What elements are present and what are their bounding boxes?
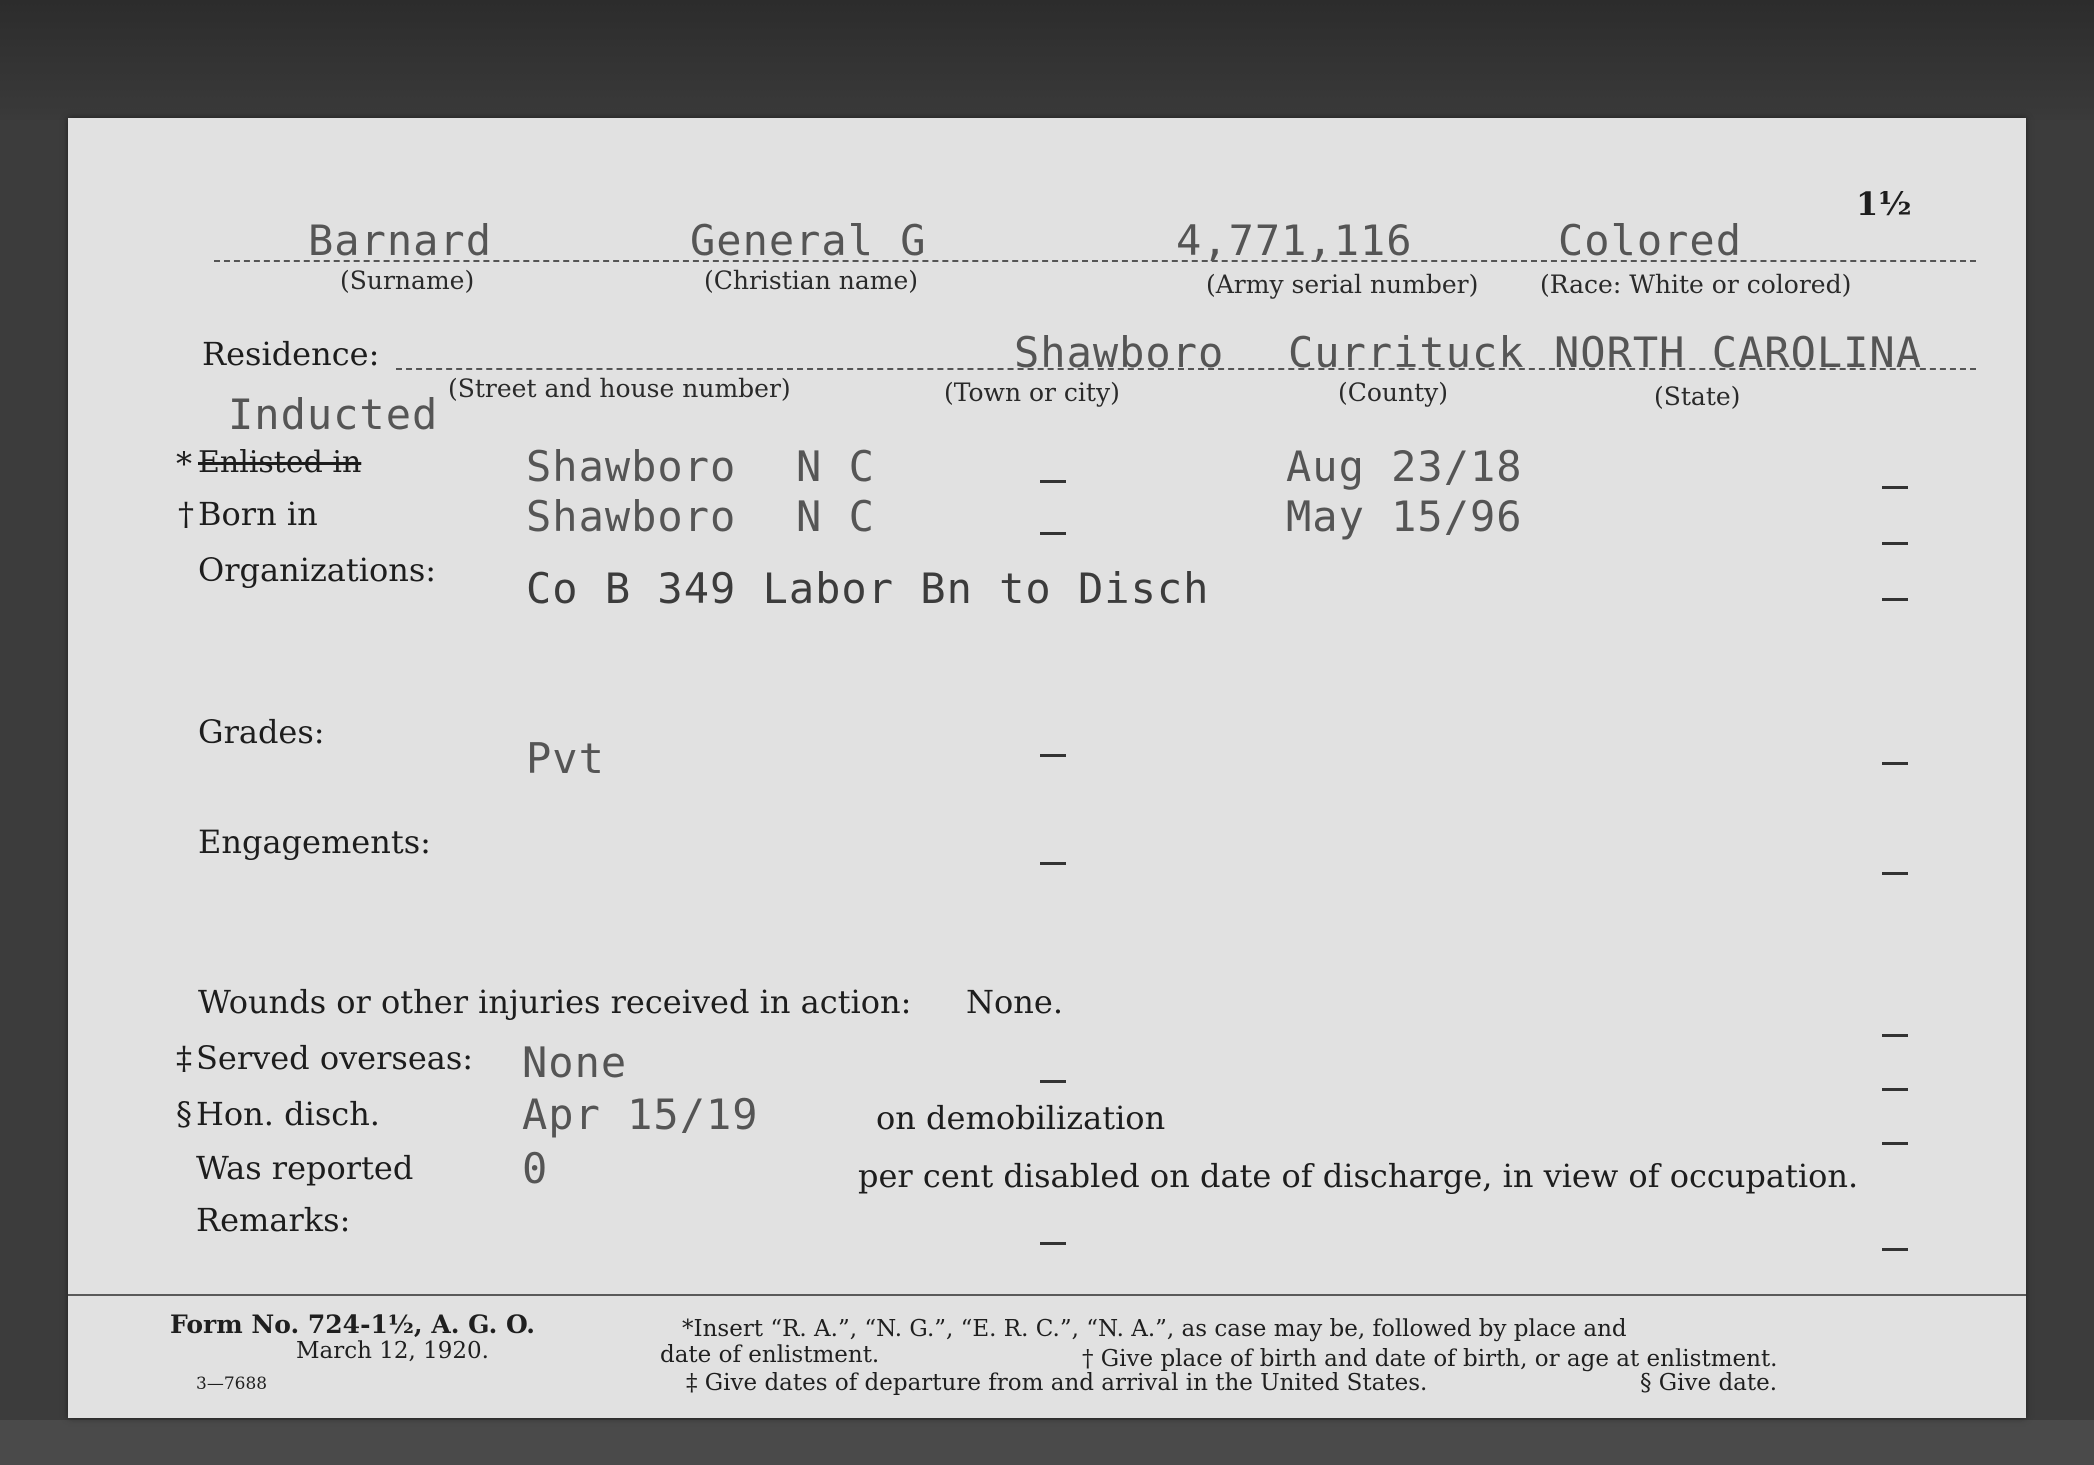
overseas-label: Served overseas: (196, 1039, 474, 1077)
reported-text: per cent disabled on date of discharge, in view of occupation. (858, 1157, 1859, 1195)
town-caption: (Town or city) (944, 378, 1120, 407)
service-record-card (68, 118, 2026, 1418)
county-caption: (County) (1338, 378, 1449, 407)
grades-dash-2 (1882, 762, 1908, 765)
born-state-value: N C (796, 492, 875, 541)
residence-county-value: Currituck (1288, 328, 1525, 377)
wounds-dash (1882, 1034, 1908, 1037)
scan-background-top (0, 0, 2094, 120)
organizations-label: Organizations: (198, 551, 437, 589)
footnote-date: § Give date. (1640, 1370, 1778, 1396)
footnote-birth: † Give place of birth and date of birth, or age at enlistment. (1082, 1346, 1778, 1372)
engagements-dash-1 (1040, 862, 1066, 865)
christian-name-value: General G (690, 216, 927, 265)
hon-disch-reason: on demobilization (876, 1099, 1166, 1137)
wounds-value: None. (966, 983, 1063, 1021)
overseas-marker: ‡ (176, 1039, 192, 1077)
race-caption: (Race: White or colored) (1540, 270, 1852, 299)
surname-caption: (Surname) (340, 266, 475, 295)
form-code: 3—7688 (196, 1374, 268, 1394)
surname-value: Barnard (308, 216, 493, 265)
inducted-typed: Inducted (228, 390, 439, 439)
footer-rule (68, 1294, 2026, 1296)
header-underline (214, 260, 1976, 262)
overseas-dash-1 (1040, 1080, 1066, 1083)
serial-number-value: 4,771,116 (1176, 216, 1413, 265)
organizations-dash (1882, 598, 1908, 601)
born-label: Born in (198, 495, 318, 533)
organizations-value: Co B 349 Labor Bn to Disch (526, 564, 1210, 613)
born-place-value: Shawboro (526, 492, 737, 541)
residence-town-value: Shawboro (1014, 328, 1225, 377)
residence-label: Residence: (202, 335, 380, 373)
overseas-value: None (522, 1038, 628, 1087)
footnote-overseas: ‡ Give dates of departure from and arrival in the United States. (686, 1370, 1428, 1396)
born-dash-1 (1040, 532, 1066, 535)
engagements-label: Engagements: (198, 823, 431, 861)
reported-label: Was reported (196, 1149, 414, 1187)
grades-value: Pvt (526, 734, 605, 783)
serial-number-caption: (Army serial number) (1206, 270, 1479, 299)
race-value: Colored (1558, 216, 1743, 265)
hon-disch-marker: § (176, 1095, 192, 1133)
footnote-insert-cont: date of enlistment. (660, 1342, 880, 1368)
state-caption: (State) (1654, 382, 1741, 411)
grades-dash-1 (1040, 754, 1066, 757)
corner-mark: 1½ (1856, 185, 1912, 223)
footnote-insert: *Insert “R. A.”, “N. G.”, “E. R. C.”, “N. A.”, as case may be, followed by place and (682, 1316, 1627, 1342)
born-date-value: May 15/96 (1286, 492, 1523, 541)
hon-disch-date-value: Apr 15/19 (522, 1090, 759, 1139)
enlisted-marker: * (176, 445, 192, 483)
christian-name-caption: (Christian name) (704, 266, 919, 295)
enlisted-date-value: Aug 23/18 (1286, 442, 1523, 491)
residence-state-value: NORTH CAROLINA (1554, 328, 1923, 377)
born-marker: † (178, 495, 194, 533)
enlisted-dash-2 (1882, 486, 1908, 489)
form-number: Form No. 724-1½, A. G. O. (170, 1310, 536, 1339)
remarks-label: Remarks: (196, 1201, 351, 1239)
engagements-dash-2 (1882, 872, 1908, 875)
grades-label: Grades: (198, 713, 325, 751)
overseas-dash-2 (1882, 1088, 1908, 1091)
born-dash-2 (1882, 542, 1908, 545)
enlisted-state-value: N C (796, 442, 875, 491)
enlisted-label: Enlisted in (198, 445, 362, 480)
enlisted-place-value: Shawboro (526, 442, 737, 491)
remarks-dash-1 (1040, 1242, 1066, 1245)
hon-disch-dash (1882, 1142, 1908, 1145)
hon-disch-label: Hon. disch. (196, 1095, 380, 1133)
enlisted-dash-1 (1040, 480, 1066, 483)
remarks-dash-2 (1882, 1248, 1908, 1251)
form-date: March 12, 1920. (296, 1338, 489, 1364)
street-caption: (Street and house number) (448, 374, 791, 403)
reported-value: 0 (522, 1144, 549, 1193)
wounds-label: Wounds or other injuries received in action: (198, 983, 912, 1021)
scan-background-bottom (0, 1420, 2094, 1465)
